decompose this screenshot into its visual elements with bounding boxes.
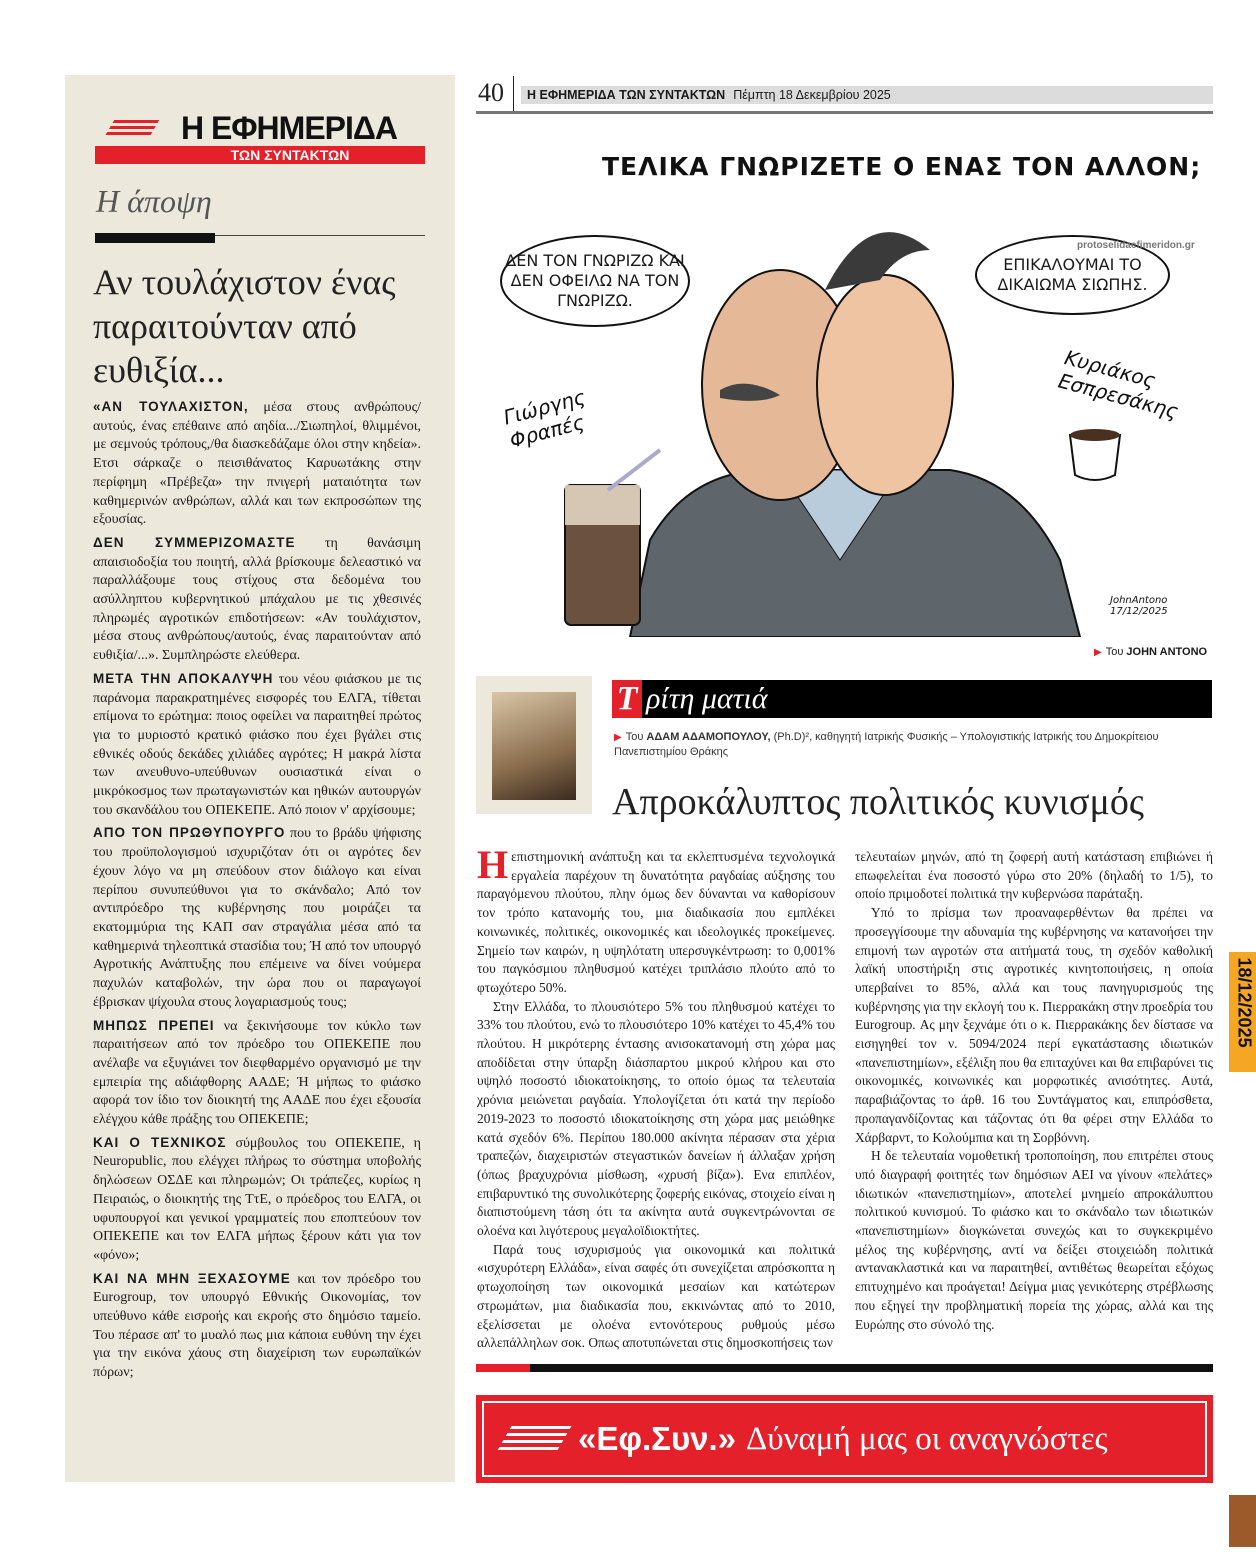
divider-accent <box>95 233 215 243</box>
paragraph-text: επιστημονική ανάπτυξη και τα εκλεπτυσμένα τεχνολογικά εργαλεία παρέχουν τη δυνατότητα ραγδαίας αύξησης του παραγόμενου πλούτου, πλην όμως δεν δύνανται να καθορίσουν τον τρόπο κατανομής του, μια διαδικασία που εμπλέκει κοινωνικές, πολιτικές, οικονομικές και ιδεολογικές προκείμενες. Σημείο των καιρών, η υψηλότατη υπερσυγκέντρωση: το 0,001% του παγκόσμιου πληθυσμού κατέχει τριπλάσιο πλούτο από το φτωχότερο 50%. <box>477 849 835 995</box>
paragraph-lead: «ΑΝ ΤΟΥΛΑΧΙΣΤΟΝ, <box>93 399 249 414</box>
artist-signature: JohnAntono 17/12/2025 <box>1110 595 1168 617</box>
author-name: ΑΔΑΜ ΑΔΑΜΟΠΟΥΛΟΥ, <box>646 731 771 743</box>
promo-brand: «Εφ.Συν.» <box>578 1420 737 1457</box>
author-photo <box>476 676 592 814</box>
paragraph-text: Η δε τελευταία νομοθετική τροποποίηση, που επιτρέπει στους υπό διαγραφή φοιτητές των δημόσιων ΑΕΙ να γίνουν «πελάτες» ιδιωτικών «πανεπιστημίων», αποτελεί μνημείο απροκάλυπτου πολιτικού κυνισμού. Το φιάσκο και το σκάνδαλο των ιδιωτικών «πανεπιστημίων» διογκώνεται συνεχώς και το συγκεκριμένο μέλος της κυβέρνησης, αντί να δείξει στοιχειώδη πολιτικά αντανακλαστικά και να παραιτηθεί, αντιθέτως θεωρείται εξόχως επιτυχημένο και προάγεται! Δείγμα μιας γενικότερης στρέβλωσης που εξηγεί την προβληματική πορεία της χώρας, αλλά και της Ευρώπης στο σύνολό της. <box>855 1148 1213 1332</box>
paragraph-lead: ΚΑΙ Ο ΤΕΧΝΙΚΟΣ <box>93 1134 227 1150</box>
paragraph-text: Στην Ελλάδα, το πλουσιότερο 5% του πληθυσμού κατέχει το 33% του πλούτου, ενώ το πλουσιότερο 10% κατέχει το 45,4% του πλούτου. Η μικρότερης έντασης ανισοκατανομή στη χώρα μας αποδίδεται στην ύπαρξη διάσπαρτου μικρού κλήρου και στο υψηλό ποσοστό ιδιοκατοίκησης, το οποίο όμως τα τελευταία χρόνια μειώνεται ραγδαία. Υπολογίζεται ότι κατά την περίοδο 2019-2023 το ποσοστό ιδιοκατοίκησης στη χώρα μας μειώθηκε κατά σχεδόν 6%. Περίπου 180.000 ακίνητα πέρασαν στα χέρια τραπεζών, διαχειριστών στεγαστικών δανείων ή άλλαξαν χρήση (όπως βραχυχρόνια μίσθωση, «χρυσή βίζα»). Ενα επιπλέον, επιβαρυντικό της συνολικότερης ζοφερής εικόνας, στοιχείο είναι η διαπιστούμενη τάση ότι τα ακίνητα αυτά συγκεντρώνονται σε ολοένα και λιγότερους μεγαλοϊδιοκτήτες. <box>477 998 835 1239</box>
article-paragraph <box>477 1241 835 1353</box>
paragraph-text: και τον πρόεδρο του Eurogroup, τον υπουργό Εθνικής Οικονομίας, τον υπεύθυνο κάθε εισροής και εκροής στο δημόσιο ταμείο. Του πέρασε απ' το μυαλό πως μια κάποια ευθύνη την έχει για την εικόνα χάους στη διαχείριση των ευρωπαϊκών πόρων; <box>93 1271 421 1381</box>
cartoon-credit <box>1094 646 1207 658</box>
editorial-paragraph <box>93 824 421 1012</box>
paragraph-text: που το βράδυ ψήφισης του προϋπολογισμού ισχυριζόταν ότι οι αγρότες δεν έχουν λόγο να μη σπεύδουν στον διάλογο και είναι περίπου συνυπεύθυνοι για το σκάνδαλο; Από τον αντιπρόεδρο της κυβέρνησης που μοιράζει τα εκατομμύρια της ΚΑΠ σαν στραγάλια μέσα από τα καθημερινά τηλεοπτικά στασίδια του; Ή από τον υπουργό Αγροτικής Ανάπτυξης που επέμεινε να δίνει νούμερα παχυλών καταβολών, την ώρα που οι παραγωγοί έβρισκαν ψίχουλα στους λογαριασμούς τους; <box>93 826 421 1010</box>
newspaper-logo: Η ΕΦΗΜΕΡΙΔΑ ΤΩΝ ΣΥΝΤΑΚΤΩΝ <box>95 112 425 164</box>
paragraph-lead: ΔΕΝ ΣΥΜΜΕΡΙΖΟΜΑΣΤΕ <box>93 534 296 550</box>
editorial-paragraph <box>93 534 421 666</box>
date-tab-text: 18/12/2025 <box>1234 957 1255 1048</box>
political-cartoon <box>480 140 1212 637</box>
character-label-right: Κυριάκος Εσπρεσάκης <box>1055 345 1181 424</box>
article-paragraph <box>855 848 1213 904</box>
banner-label: ρίτη ματιά <box>646 682 768 715</box>
paragraph-text: τη θανάσιμη απαισιοδοξία του ποιητή, αλλά βρίσκουμε δελεαστικό να παραλλάξουμε τους στίχους στα δεδομένα του ασύλληπτου κυβερνητικού μπάχαλου με τις χθεσινές πληρωμές αγροτικών επιδοτήσεων: «Αν τουλάχιστον, μέσα στους ανθρώπους/αυτούς, ένας παραιτούνταν από ευθιξία/...». Συμπληρώστε ελεύθερα. <box>93 535 421 664</box>
section-label: Η άποψη <box>96 183 212 219</box>
drop-cap: Η <box>477 842 509 887</box>
watermark: protoselidaefimeridon.gr <box>1077 240 1195 251</box>
paragraph-lead: ΜΕΤΑ ΤΗΝ ΑΠΟΚΑΛΥΨΗ <box>93 670 274 686</box>
byline-prefix: Του <box>625 731 644 743</box>
triangle-icon: ▶ <box>1094 647 1102 658</box>
credit-prefix: Του <box>1105 646 1124 658</box>
promo-banner <box>476 1395 1213 1483</box>
article-paragraph <box>477 842 835 998</box>
date-tab <box>1229 952 1256 1072</box>
paragraph-text: τελευταίων μηνών, από τη ζοφερή αυτή κατάσταση επιβιώνει ή επωφελείται ένα ποσοστό γύρω στο 20% (δηλαδή το 1/5), το οποίο πριμοδοτεί πολιτικά την κυβερνώσα παράταξη. <box>855 849 1213 902</box>
character-label-left: Γιώργης Φραπές <box>500 384 588 453</box>
article-title: Απροκάλυπτος πολιτικός κυνισμός <box>612 781 1144 823</box>
cartoon-caption: ΤΕΛΙΚΑ ΓΝΩΡΙΖΕΤΕ Ο ΕΝΑΣ ΤΟΝ ΑΛΛΟΝ; <box>602 152 1202 181</box>
bubble-text: ΕΠΙΚΑΛΟΥΜΑΙ ΤΟ ΔΙΚΑΙΩΜΑ ΣΙΩΠΗΣ. <box>997 255 1148 294</box>
triangle-icon: ▶ <box>614 732 622 743</box>
paragraph-text: Παρά τους ισχυρισμούς για οικονομικά και πολιτικά «ισχυρότερη Ελλάδα», είναι σαφές ότι συνεχίζεται απρόσκοπτα η φτωχοποίηση των οικονομικά μεσαίων και κατώτερων στρωμάτων, μια διαδικασία που, εκκινώντας από το 2010, εξελίσσεται με ολοένα εντονότερους ρυθμούς μέσω αλλεπάλληλων σοκ. Οπως αποτυπώνεται στις δημοσκοπήσεις των <box>477 1241 835 1351</box>
editorial-body <box>93 398 421 1387</box>
article-column-1 <box>477 842 835 1353</box>
article-paragraph <box>855 904 1213 1147</box>
divider-accent <box>476 1364 530 1372</box>
header-bar <box>521 86 1213 104</box>
promo-slogan: Δύναμή μας οι αναγνώστες <box>746 1420 1108 1457</box>
divider <box>476 111 1213 114</box>
byline <box>614 730 1214 759</box>
banner-initial: Τ <box>612 680 642 718</box>
paragraph-text: μέσα στους ανθρώπους/ αυτούς, ένας επέθαινε από αηδία.../Σιωπηλοί, θλιμμένοι, με σεμνούς τρόπους,/θα διασκεδάζαμε όλοι στην κηδεία». Ετσι σάρκαζε ο πεισιθάνατος Καρυωτάκης στην περίφημη «Πρέβεζα» την πνιγερή ματαιότητα των καθημερινών ανθρώπων, αλλά και των εκπροσώπων της εξουσίας. <box>93 400 422 528</box>
paragraph-text: σύμβουλος του ΟΠΕΚΕΠΕ, η Neuropublic, που ελέγχει πλήρως το σύστημα υποβολής δηλώσεων ΟΣΔΕ και πληρωμών; Οι τράπεζες, κυρίως η Πειραιώς, ο διοικητής της ΤτΕ, ο πρόεδρος του ΕΛΓΑ, οι υφυπουργοί και γενικοί γραμματείς που εποπτεύουν τον ΟΠΕΚΕΠΕ και τον ΕΛΓΑ μήπως ξέρουν κάτι για τον «φόνο»; <box>93 1135 421 1263</box>
paragraph-lead: ΜΗΠΩΣ ΠΡΕΠΕΙ <box>93 1017 215 1033</box>
logo-stripes-icon <box>496 1426 571 1452</box>
editorial-paragraph <box>93 1270 421 1383</box>
paragraph-lead: ΑΠΟ ΤΟΝ ΠΡΩΘΥΠΟΥΡΓΟ <box>93 825 286 841</box>
paragraph-text: του νέου φιάσκου με τις παράνομα παρακρατημένες εισφορές του ΕΛΓΑ, τίθεται επίμονα το ερώτημα: ποιος οφείλει να παραιτηθεί πρώτος για το μυριοστό κρατικό φιάσκο που έχει βγάλει στις εθνικές οδούς δεκάδες χιλιάδες αγρότες; Η μακρά λίστα των ανευθυνο-υπεύθυνων ουσιαστικά είναι ο μικρόκοσμος των πρωταγωνιστών και ηθικών αυτουργών του σκανδάλου του ΟΠΕΚΕΠΕ. Από ποιον ν' αρχίσουμε; <box>93 671 421 818</box>
page-number: 40 <box>478 78 504 107</box>
author-title: (Ph.D)², καθηγητή Ιατρικής Φυσικής – Υπολογιστικής Ιατρικής του Δημοκρίτειου Πανεπιστημίου Θράκης <box>614 731 1159 758</box>
edge-tab <box>1229 1495 1256 1547</box>
paper-name: Η ΕΦΗΜΕΡΙΔΑ ΤΩΝ ΣΥΝΤΑΚΤΩΝ <box>527 88 726 102</box>
editorial-paragraph <box>93 398 421 530</box>
credit-name: JOHN ANTONO <box>1126 646 1208 658</box>
divider <box>513 76 514 114</box>
article-paragraph <box>855 1147 1213 1334</box>
article-paragraph <box>477 998 835 1241</box>
editorial-paragraph <box>93 1134 421 1266</box>
promo-inner <box>482 1401 1207 1477</box>
paragraph-text: Υπό το πρίσμα των προαναφερθέντων θα πρέπει να προσεγγίσουμε την αδυναμία της κυβέρνησης να κατανοήσει την επιμονή των αγροτών στα αιτήματά τους, τη σχεδόν καθολική λαϊκή υποστήριξη στις αγροτικές κινητοποιήσεις, η οποία υπερβαίνει το 85%, αλλά και τους πανηγυρισμούς της κυβέρνησης για την εκλογή του κ. Πιερρακάκη στην προεδρία του Eurogroup. Ας μην ξεχνάμε ότι ο κ. Πιερρακάκης δεν δίστασε να εισηγηθεί τον ν. 5094/2024 περί εγκατάστασης ιδιωτικών «πανεπιστημίων», εξέλιξη που θα επιταχύνει και θα επιβαρύνει τις οικονομικές, κοινωνικές και μορφωτικές ανισότητες. Αυτά, παραβιάζοντας το άρθ. 16 του Συντάγματος και, επιπρόσθετα, προπαγανδίζοντας και τάζοντας ότι θα φέρει στην Ελλάδα το Χάρβαρντ, το Κολούμπια και τη Σορβόννη. <box>855 905 1213 1145</box>
page-header <box>476 76 1213 114</box>
editorial-paragraph <box>93 1017 421 1130</box>
paragraph-text: να ξεκινήσουμε τον κύκλο των παραιτήσεων από τον πρόεδρο του ΟΠΕΚΕΠΕ που ανέλαβε να εξυγιάνει τον διεφθαρμένο οργανισμό με την εμπειρία της αδιάφθορης ΑΑΔΕ; Ή μήπως το φιάσκο αφορά τον ίδιο τον διοικητή της ΑΑΔΕ που έχει εξουσία ελέγχου κάθε πράξης του ΟΠΕΚΕΠΕ; <box>93 1018 422 1128</box>
divider <box>530 1364 1213 1372</box>
bubble-text: ΔΕΝ ΤΟΝ ΓΝΩΡΙΖΩ ΚΑΙ ΔΕΝ ΟΦΕΙΛΩ ΝΑ ΤΟΝ ΓΝΩΡΙΖΩ. <box>505 251 685 310</box>
author-portrait <box>492 692 576 800</box>
article-column-2 <box>855 848 1213 1334</box>
column-banner <box>612 680 1212 718</box>
issue-date: Πέμπτη 18 Δεκεμβρίου 2025 <box>733 88 891 102</box>
paragraph-lead: ΚΑΙ ΝΑ ΜΗΝ ΞΕΧΑΣΟΥΜΕ <box>93 1270 291 1286</box>
editorial-title: Αν τουλάχιστον ένας παραιτούνταν από ευθιξία... <box>93 262 396 390</box>
editorial-paragraph <box>93 670 421 821</box>
